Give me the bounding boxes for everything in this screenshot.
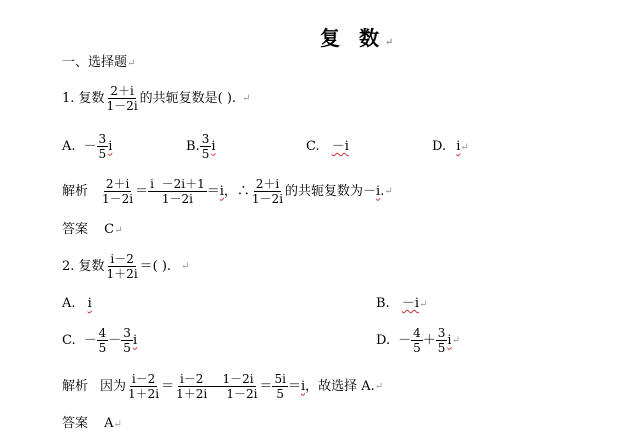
equals-sign: ＝: [135, 183, 149, 199]
return-mark: ↵: [242, 92, 251, 104]
question-2: [62, 252, 189, 281]
fraction-denominator: 1－2i: [102, 192, 134, 206]
option-unit: i: [447, 332, 452, 348]
q1-answer: [62, 222, 123, 239]
question-2-fraction: [105, 252, 140, 281]
option-text: i: [456, 139, 461, 154]
fraction-denominator: 5: [98, 341, 107, 355]
option-label: D.: [376, 332, 391, 348]
fraction-numerator: 2＋i: [255, 177, 280, 191]
option-fraction-1: [411, 326, 423, 355]
question-1-prefix: 1. 复数: [62, 90, 105, 106]
question-1-fraction: [105, 84, 140, 113]
equals-sign: ＝: [287, 378, 301, 394]
analysis-fraction-2: [148, 177, 207, 206]
fraction-numerator: 4: [98, 326, 107, 340]
answer-label: 答案: [62, 416, 89, 431]
option-sign: ＋: [422, 332, 436, 348]
return-mark: ↵: [181, 260, 190, 272]
analysis-tail: ，故选择 A.: [305, 378, 375, 394]
question-1: [62, 84, 250, 113]
fraction-denominator: 5: [201, 147, 210, 161]
option-label: B.: [376, 296, 390, 311]
return-mark: ↵: [384, 37, 400, 48]
option-sign: －: [83, 138, 97, 154]
fraction-numerator: i －2i＋1: [150, 177, 205, 191]
question-2-prefix: 2. 复数: [62, 258, 105, 274]
fraction-denominator: 1－2i: [161, 192, 193, 206]
q2-option-a: [62, 296, 92, 312]
q1-option-a: [62, 132, 112, 161]
return-mark: ↵: [374, 380, 384, 392]
analysis-fraction-3: [250, 177, 285, 206]
option-fraction: [97, 132, 109, 161]
fraction-numerator: i－2: [131, 372, 156, 386]
analysis-fraction-1: [126, 372, 161, 401]
question-2-suffix: ＝( ).: [139, 258, 172, 274]
fraction-numerator: i－2: [110, 252, 134, 266]
fraction-denominator: 1＋2i: [128, 387, 160, 401]
page-title: [320, 22, 399, 51]
answer-value: C: [104, 222, 115, 237]
section-heading: [62, 55, 135, 72]
option-unit: i: [211, 138, 216, 154]
option-label: D.: [432, 139, 447, 154]
fraction-denominator: 5: [98, 147, 107, 161]
equals-sign: ＝: [259, 378, 273, 394]
analysis-fraction-3: [272, 372, 287, 401]
analysis-end: .: [380, 183, 385, 199]
option-text: i: [87, 296, 92, 311]
equals-sign: ＝: [206, 183, 220, 199]
analysis-result: i: [300, 378, 306, 394]
fraction-numerator: i－2 1－2i: [179, 372, 254, 386]
fraction-denominator: 1＋2i 1－2i: [176, 387, 258, 401]
return-mark: ↵: [113, 419, 122, 430]
option-fraction-1: [97, 326, 109, 355]
fraction-denominator: 5: [276, 387, 285, 401]
option-label: A.: [62, 296, 76, 311]
analysis-result: i: [219, 183, 224, 199]
option-unit: i: [132, 332, 138, 348]
return-mark: ↵: [127, 58, 136, 69]
fraction-numerator: 3: [437, 326, 446, 340]
fraction-denominator: 1＋2i: [106, 267, 138, 281]
q2-option-b: [376, 296, 427, 313]
answer-label: 答案: [62, 222, 89, 237]
return-mark: ↵: [384, 185, 393, 197]
option-label: A.: [62, 138, 76, 154]
option-label: C.: [62, 332, 76, 348]
option-label: B.: [186, 138, 200, 154]
answer-value: A: [104, 416, 114, 431]
fraction-numerator: 3: [98, 132, 107, 146]
option-sign: －: [398, 332, 412, 348]
analysis-tail: 的共轭复数为－: [285, 183, 377, 199]
question-1-suffix: 的共轭复数是( ).: [139, 90, 237, 106]
option-fraction: [200, 132, 212, 161]
fraction-denominator: 1－2i: [251, 192, 284, 206]
analysis-tail-unit: i: [376, 183, 381, 199]
option-fraction-2: [436, 326, 448, 355]
section-heading-text: 一、选择题: [62, 55, 128, 70]
fraction-denominator: 1－2i: [106, 99, 138, 113]
analysis-label: 解析: [62, 378, 89, 394]
option-text: －i: [401, 296, 419, 311]
analysis-fraction-2: [174, 372, 259, 401]
analysis-fraction-1: [100, 177, 135, 206]
option-label: C.: [306, 139, 320, 154]
option-sign: －: [83, 332, 97, 348]
page-title-text: 复 数: [320, 26, 385, 50]
return-mark: ↵: [460, 142, 469, 153]
fraction-denominator: 5: [413, 341, 421, 355]
fraction-numerator: 4: [413, 326, 421, 340]
option-text: －i: [331, 139, 349, 154]
fraction-numerator: 3: [123, 326, 131, 340]
return-mark: ↵: [451, 334, 460, 346]
q2-analysis: [62, 372, 383, 401]
q1-option-d: [432, 139, 469, 156]
q1-analysis: [62, 177, 393, 206]
fraction-numerator: 2＋i: [110, 84, 134, 98]
option-sign: －: [108, 332, 122, 348]
option-fraction-2: [121, 326, 133, 355]
option-unit: i: [108, 138, 113, 154]
return-mark: ↵: [114, 225, 123, 236]
analysis-label: 解析: [62, 183, 89, 199]
q2-option-d: [376, 326, 460, 355]
fraction-denominator: 5: [123, 341, 131, 355]
therefore-sign: ，∴: [223, 183, 250, 199]
q1-option-b: [186, 132, 216, 161]
q2-answer: [62, 416, 122, 433]
q1-option-c: [306, 139, 349, 155]
analysis-because: 因为: [100, 378, 127, 394]
fraction-numerator: 5i: [274, 372, 286, 386]
return-mark: ↵: [419, 299, 428, 310]
q2-option-c: [62, 326, 137, 355]
fraction-numerator: 2＋i: [105, 177, 130, 191]
fraction-denominator: 5: [437, 341, 446, 355]
fraction-numerator: 3: [201, 132, 210, 146]
equals-sign: ＝: [161, 378, 175, 394]
